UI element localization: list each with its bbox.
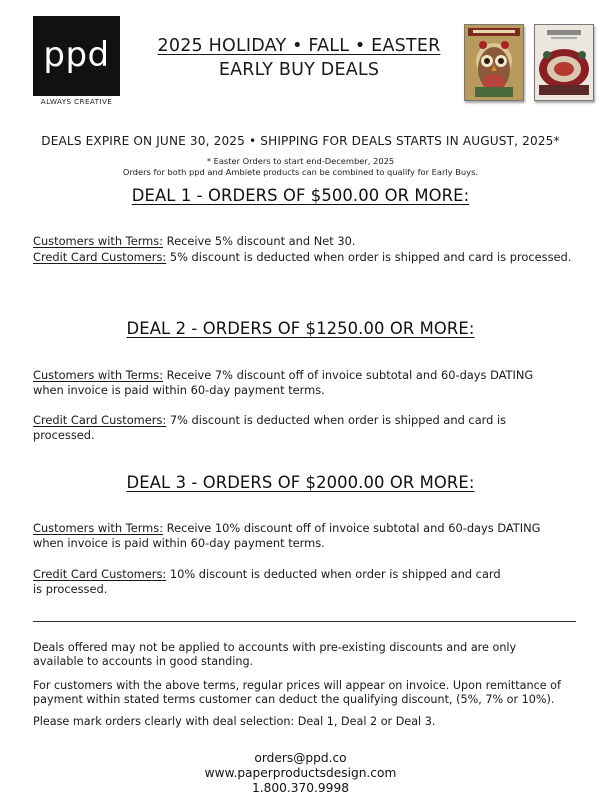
deal-2-heading: DEAL 2 - ORDERS OF $1250.00 OR MORE: <box>126 319 475 338</box>
terms-label: Customers with Terms: <box>33 234 164 248</box>
invoice-note: For customers with the above terms, regular prices will appear on invoice. Upon remittance of payment within stated terms customer can deduct the qualifying discount, (5%, 7% or 10%). <box>33 679 561 706</box>
terms-text: Receive 7% discount off of invoice subtotal and 60-days DATING when invoice is paid within 60-day payment terms. <box>33 368 534 397</box>
credit-card-label: Credit Card Customers: <box>33 250 167 264</box>
credit-card-text: 10% discount is deducted when order is shipped and card is processed. <box>33 567 501 596</box>
contact-website-link[interactable]: www.paperproductsdesign.com <box>204 766 397 780</box>
logo-tagline: ALWAYS CREATIVE <box>40 97 113 106</box>
deal-selection-note: Please mark orders clearly with deal selection: Deal 1, Deal 2 or Deal 3. <box>33 715 436 728</box>
title-line-1: 2025 HOLIDAY • FALL • EASTER <box>157 36 441 56</box>
deal-3-heading: DEAL 3 - ORDERS OF $2000.00 OR MORE: <box>126 473 475 492</box>
deal-3-credit-card-paragraph <box>33 567 513 597</box>
terms-text: Receive 5% discount and Net 30. <box>163 234 356 248</box>
terms-label: Customers with Terms: <box>33 521 164 535</box>
deal-1-heading: DEAL 1 - ORDERS OF $500.00 OR MORE: <box>131 186 470 205</box>
deal-1-terms-paragraph <box>33 234 583 249</box>
credit-card-text: 7% discount is deducted when order is shipped and card is processed. <box>33 413 507 442</box>
terms-label: Customers with Terms: <box>33 368 164 382</box>
catalog-cover-ambiente-image <box>534 24 594 101</box>
deal-2-terms-paragraph <box>33 368 553 398</box>
deals-expiry-line: DEALS EXPIRE ON JUNE 30, 2025 • SHIPPING FOR DEALS STARTS IN AUGUST, 2025* <box>41 134 560 148</box>
combine-note: Orders for both ppd and Ambiete products can be combined to qualify for Early Buys. <box>122 167 479 177</box>
credit-card-label: Credit Card Customers: <box>33 567 167 581</box>
contact-phone: 1.800.370.9998 <box>252 781 349 795</box>
contact-email-link[interactable]: orders@ppd.co <box>254 751 347 765</box>
ppd-logo <box>33 16 120 96</box>
credit-card-label: Credit Card Customers: <box>33 413 167 427</box>
deal-1-credit-card-paragraph <box>33 250 583 265</box>
easter-note: * Easter Orders to start end-December, 2025 <box>206 156 395 166</box>
eligibility-note: Deals offered may not be applied to accounts with pre-existing discounts and are only available to accounts in good standing. <box>33 641 517 668</box>
credit-card-text: 5% discount is deducted when order is shipped and card is processed. <box>166 250 572 264</box>
section-divider <box>33 621 576 622</box>
logo-text: ppd <box>43 35 110 75</box>
title-line-2: EARLY BUY DEALS <box>218 60 380 80</box>
terms-text: Receive 10% discount off of invoice subtotal and 60-days DATING when invoice is paid within 60-day payment terms. <box>33 521 541 550</box>
catalog-cover-owl-image <box>464 24 524 101</box>
deal-2-credit-card-paragraph <box>33 413 513 443</box>
deal-3-terms-paragraph <box>33 521 553 551</box>
